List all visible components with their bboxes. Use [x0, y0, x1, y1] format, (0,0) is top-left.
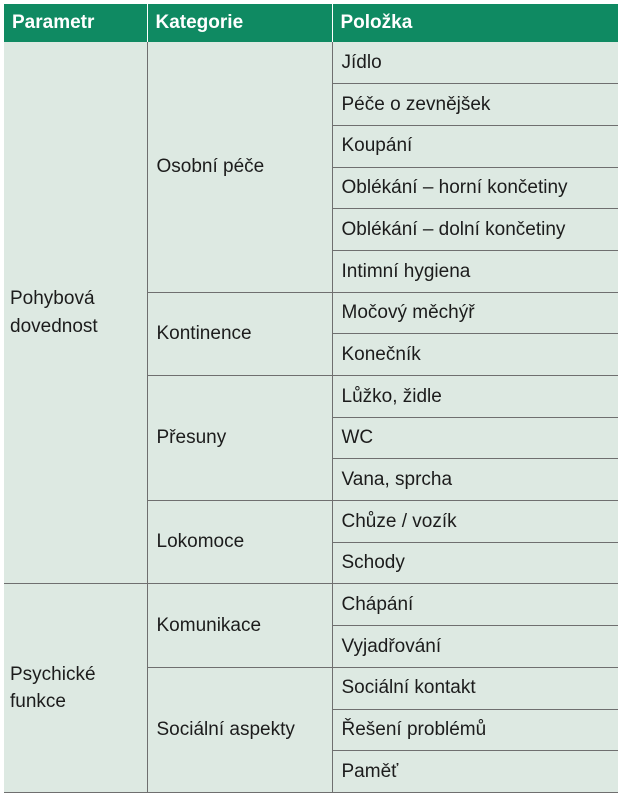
item-cell: Oblékání – dolní končetiny	[332, 209, 618, 251]
category-cell: Osobní péče	[147, 42, 332, 292]
item-cell: Chůze / vozík	[332, 501, 618, 543]
item-cell: Jídlo	[332, 42, 618, 84]
header-kategorie: Kategorie	[147, 4, 332, 42]
item-cell: Oblékání – horní končetiny	[332, 167, 618, 209]
assessment-table	[4, 4, 618, 793]
category-cell: Komunikace	[147, 584, 332, 667]
header-parametr: Parametr	[4, 4, 147, 42]
item-cell: WC	[332, 417, 618, 459]
item-cell: Vana, sprcha	[332, 459, 618, 501]
parameter-cell: Psychické funkce	[4, 584, 147, 792]
item-cell: Schody	[332, 542, 618, 584]
item-cell: Paměť	[332, 751, 618, 793]
parameter-cell: Pohybová dovednost	[4, 42, 147, 584]
item-cell: Chápání	[332, 584, 618, 626]
header-row	[4, 4, 618, 42]
item-cell: Močový měchýř	[332, 292, 618, 334]
table-body	[4, 42, 618, 792]
table-header	[4, 4, 618, 42]
category-cell: Kontinence	[147, 292, 332, 375]
category-cell: Přesuny	[147, 376, 332, 501]
item-cell: Koupání	[332, 125, 618, 167]
table-row	[4, 584, 618, 626]
item-cell: Sociální kontakt	[332, 667, 618, 709]
item-cell: Konečník	[332, 334, 618, 376]
header-polozka: Položka	[332, 4, 618, 42]
item-cell: Lůžko, židle	[332, 376, 618, 418]
item-cell: Péče o zevnějšek	[332, 84, 618, 126]
item-cell: Vyjadřování	[332, 626, 618, 668]
item-cell: Řešení problémů	[332, 709, 618, 751]
table-row	[4, 42, 618, 84]
category-cell: Lokomoce	[147, 501, 332, 584]
category-cell: Sociální aspekty	[147, 667, 332, 792]
item-cell: Intimní hygiena	[332, 250, 618, 292]
